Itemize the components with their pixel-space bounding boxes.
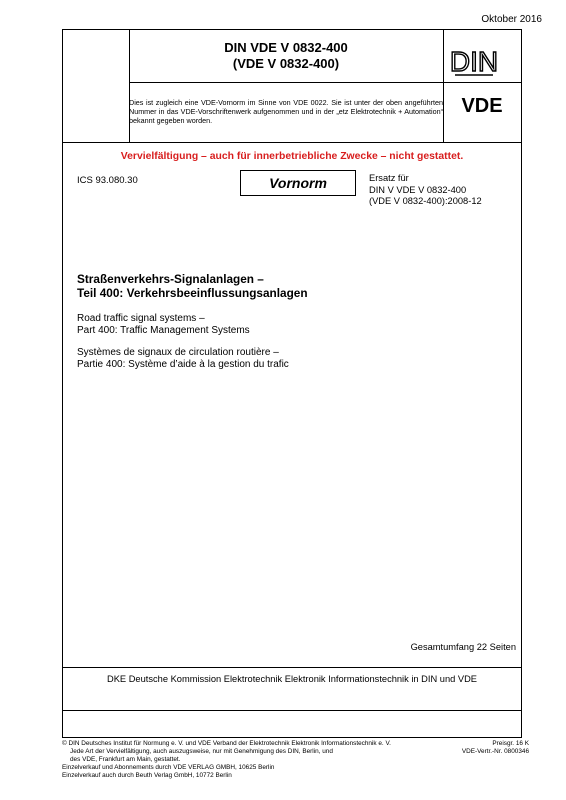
title-english (77, 313, 250, 337)
footer-divider-line (63, 710, 521, 711)
footer-copyright (62, 740, 422, 780)
dke-commission: DKE Deutsche Kommission Elektrotechnik Elektronik Informationstechnik in DIN und VDE (107, 674, 477, 684)
header-divider (129, 82, 521, 83)
title-german-line1: Straßenverkehrs-Signalanlagen – (77, 272, 264, 286)
copy-warning: Vervielfältigung – auch für innerbetriebliche Zwecke – nicht gestattet. (120, 151, 464, 162)
footer-price (462, 740, 529, 756)
footer-top-line (63, 667, 521, 668)
price-group: Preisgr. 16 K (492, 740, 529, 747)
din-logo-text: DIN (449, 46, 499, 77)
vde-logo-text: VDE (461, 95, 503, 116)
status-label: Vornorm (269, 175, 327, 191)
sales-line-2: Einzelverkauf auch durch Beuth Verlag GmbH, 10772 Berlin (62, 772, 232, 779)
cover-frame (62, 29, 522, 738)
din-standard-number: DIN VDE V 0832-400 (224, 40, 348, 55)
copyright-line-1: © DIN Deutsches Institut für Normung e. V. und VDE Verband der Elektrotechnik Elektronik Informationstechnik e. V. (62, 740, 391, 747)
title-english-line1: Road traffic signal systems – (77, 313, 205, 324)
din-logo (449, 42, 499, 78)
total-pages: Gesamtumfang 22 Seiten (410, 642, 516, 652)
status-box (240, 170, 356, 196)
ics-code: ICS 93.080.30 (77, 175, 138, 186)
vde-standard-number: (VDE V 0832-400) (232, 56, 340, 71)
replaces-block (369, 173, 482, 208)
sales-line-1: Einzelverkauf und Abonnements durch VDE VERLAG GMBH, 10625 Berlin (62, 764, 275, 771)
logo-column-divider (443, 30, 444, 142)
vde-logo (447, 94, 517, 116)
header-bottom-line (63, 142, 521, 143)
copyright-line-2: Jede Art der Vervielfältigung, auch auszugsweise, nur mit Genehmigung des DIN, Berlin, und (70, 748, 333, 755)
title-german (77, 272, 308, 300)
title-french (77, 347, 289, 371)
title-french-line1: Systèmes de signaux de circulation routière – (77, 347, 279, 358)
replaces-label: Ersatz für (369, 173, 409, 183)
copyright-line-3: des VDE, Frankfurt am Main, gestattet. (70, 756, 181, 763)
vde-logo-graphic (447, 94, 517, 116)
din-logo-graphic (449, 42, 499, 78)
publication-date: Oktober 2016 (481, 14, 542, 25)
title-french-line2: Partie 400: Système d’aide à la gestion du trafic (77, 359, 289, 370)
replaces-vde-number: (VDE V 0832-400):2008-12 (369, 196, 482, 206)
standard-number (129, 40, 443, 72)
title-english-line2: Part 400: Traffic Management Systems (77, 325, 250, 336)
vde-note: Dies ist zugleich eine VDE-Vornorm im Sinne von VDE 0022. Sie ist unter der oben angeführten Nummer in das VDE-Vorschriftenwerk aufgenommen und in der „etz Elektrotechnik + Automation“ bekannt gegeben worden. (129, 98, 443, 125)
title-german-line2: Teil 400: Verkehrsbeeinflussungsanlagen (77, 286, 308, 300)
vde-order-number: VDE-Vertr.-Nr. 0800346 (461, 748, 529, 755)
replaces-din-number: DIN V VDE V 0832-400 (369, 184, 467, 195)
